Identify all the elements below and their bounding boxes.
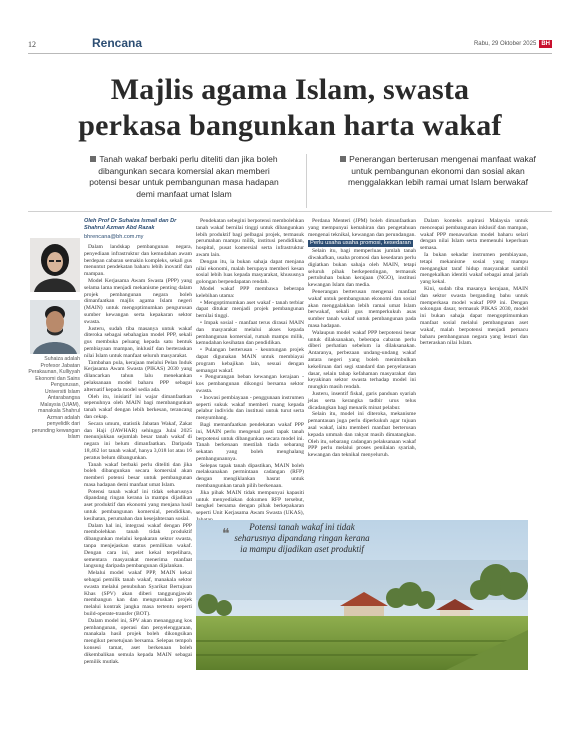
- paragraph: Jika pihak MAIN tidak mempunyai kapasiti untuk menyediakan dokumen RFP tersebut, bengkel bersama dengan pihak berkepakaran seperti Unit Kerjasama Awam Swasta (UKAS),: [196, 489, 304, 517]
- author-portrait-1: [30, 238, 80, 292]
- paragraph: Model Kerjasama Awam Swasta (PPP) yang selama lama menjadi mekanisme penting dalam projek pembangunan negara boleh dimanfaatkan majlis agama Islam negeri (MAIN) untuk mengoptimumkan pengurusan sumber kewangan serta kepakaran sektor swasta.: [84, 277, 192, 325]
- page-header: [28, 36, 552, 54]
- paragraph: Melalui model wakaf PPP, MAIN kekal sebagai pemilik tanah wakaf, manakala sektor swasta melalui penubuhan Syarikat Bertujuan Khas (SPV) akan diberi tanggungjawab membangun kan dan menguruskan projek melalui kontrak jangka masa tertentu seperti build-operate-transfer (BOT).: [84, 570, 192, 618]
- paragraph: Kini, sudah tiba masanya kerajaan, MAIN dan sektor swasta berganding bahu untuk memperkasa model wakaf PPP ini. Dengan sokongan dasar, termasuk PIKAS 2030, model ini bukan sahaja dapat mengoptimumkan manfaat sosial melalui pembangunan aset wakaf, malah berpotensi menjadi pemacu baharu pembangunan negara yang lestari dan berteraskan nilai Islam.: [420, 285, 528, 347]
- paragraph: Tambahan pula, kerajaan melalui Pelan Induk Kerjasama Awam Swasta (PIKAS) 2030 yang dilancarkan tahun lalu menekankan pelaksanaan model baharu PPP sebagai alternatif kepada model sedia ada.: [84, 359, 192, 393]
- list-item: • Inovasi pembiayaan - penggunaan instrumen seperti sukuk wakaf memberi ruang kepada pelabur individu dan institusi untuk turut serta menyumbang.: [196, 394, 304, 422]
- paragraph: Pendekatan sebegini berpotensi membolehkan tanah wakaf bernilai tinggi untuk dibangunkan lebih produktif bagi pelbagai projek, termasuk perumahan mampu milik, institusi pendidikan, hospital, pusat komersial serta infrastruktur awam lain.: [196, 218, 304, 258]
- paragraph: Dalam hal ini, integrasi wakaf dengan PPP membolehkan tanah tidak produktif dibangunkan melalui kepakaran sektor swasta, tanpa menjejaskan status pemilikan wakaf. Dengan cara ini, aset kekal terpelihara, sementara masyarakat menerima manfaat langsung daripada pembangunan dijalankan.: [84, 522, 192, 570]
- portrait-woman-hijab-icon: [30, 238, 80, 292]
- highlight-2-text: Penerangan berterusan mengenai manfaat wakaf untuk pembangunan ekonomi dan sosial akan menggalakkan lebih ramai umat Islam berwakaf: [347, 154, 536, 187]
- pull-quote: Potensi tanah wakaf ini tidak seharusnya dipandang ringan kerana ia mampu dijadikan aset produktif: [234, 522, 370, 554]
- headline: [28, 72, 552, 144]
- list-item: • Impak sosial - manfaat terus dirasai MAIN dan masyarakat melalui akses kepada pembangunan komersial, rumah mampu milik, kemudahan kesihatan dan pendidikan.: [196, 319, 304, 347]
- paragraph: Potensi tanah wakaf ini tidak seharusnya dipandang ringan kerana ia mampu dijadikan aset produktif dan ekonomi yang menjana hasil untuk pembangunan komersial, pendidikan, kesihatan, perumahan dan kesejahteraan sosial.: [84, 488, 192, 522]
- headline-line-2: perkasa bangunkan harta wakaf: [78, 109, 502, 142]
- paragraph: Perdana Menteri (JPM) boleh dimanfaatkan yang mempunyai kemahiran dan pengetahuan mengenai teknikal, kewangan dan perundangan.: [308, 218, 416, 238]
- highlight-divider: [306, 154, 307, 208]
- headline-line-1: Majlis agama Islam, swasta: [110, 73, 470, 106]
- author-byline: Oleh Prof Dr Suhaiza Ismail dan Dr Shahrul Azman Abd Razak: [84, 218, 177, 231]
- paragraph: Justeru, sudah tiba masanya untuk wakaf diteroka sebagai sebahagian model PPP, sekali gus membuka peluang kepada satu bentuk pembiayaan mampan, inklusif dan berteraskan nilai Islam untuk manfaat seluruh masyarakat.: [84, 325, 192, 359]
- paragraph: Dalam model ini, SPV akan menanggung kos pembangunan, operasi dan penyelenggaraan, manakala hasil projek boleh dikongsikan mengikut persetujuan bersama. Selepas tempoh konsesi tamat, aset berkenaan boleh dikembalikan semula kepada MAIN sebagai pemilik mutlak.: [84, 617, 192, 665]
- paragraph: Penerangan berterusan mengenai manfaat wakaf untuk pembangunan ekonomi dan sosial akan menggalakkan lebih ramai umat Islam berwakaf, sekali gus memperkukuh asas sumber tanah wakaf untuk pembangunan pada masa hadapan.: [308, 288, 416, 329]
- list-item: • Pengurangan beban kewangan kerajaan - kos pembangunan dikongsi bersama sektor swasta.: [196, 374, 304, 394]
- highlight-1-text: Tanah wakaf berbaki perlu diteliti dan jika boleh dibangunkan secara komersial akan memberi potensi besar untuk pembangunan masa hadapan demi manfaat umat Islam: [89, 154, 279, 199]
- paragraph: Walaupun model wakaf PPP berpotensi besar untuk dilaksanakan, beberapa cabaran perlu diberi perhatian sebelum ia dilaksanakan. Antaranya, perbezaan undang-undang wakaf antara negeri yang boleh menimbulkan kekeliruan dari segi standard dan penyelarasan dasar, selain tahap kefahaman masyarakat dan keyakinan sektor swasta terhadap model ini mungkin masih rendah.: [308, 329, 416, 391]
- list-item: • Mengoptimumkan aset wakaf - tanah terbiar dapat ditukar menjadi projek pembangunan bernilai tinggi.: [196, 299, 304, 320]
- paragraph: Model wakaf PPP membawa beberapa kelebihan utama:: [196, 285, 304, 299]
- paragraph: Selepas tapak tanah dipastikan, MAIN boleh melaksanakan permintaan cadangan (RFP) dengan mengiklankan hasrat untuk membangunkan tanah pilih berkenaan.: [196, 462, 304, 490]
- paragraph: Justeru, insentif fiskal, garis panduan syariah jelas serta kerangka tadbir urus telus dicadangkan bagi menarik minat pelabur.: [308, 390, 416, 411]
- article-column-1: [84, 244, 192, 672]
- subheading: Perlu usaha usaha promosi, kesedaran: [310, 240, 411, 247]
- section-rubric: Rencana: [92, 36, 143, 50]
- header-date-block: [474, 40, 552, 48]
- author-email: bhrencana@bh.com.my: [84, 234, 144, 240]
- author-caption: Suhaiza adalah Profesor Jabatan Perakaunan, Kulliyyah Ekonomi dan Sains Pengurusan, Universiti Islam Antarabangsa Malaysia (UIAM), manakala Shahrul Azman adalah penyelidik dari perunding kewangan Islam: [28, 356, 80, 440]
- paragraph: Ia bukan sekadar instrumen pembiayaan, tetapi mekanisme sosial yang mampu mengangkat taraf hidup masyarakat sambil mengekalkan identiti wakaf sebagai amal jariah yang kekal.: [420, 251, 528, 286]
- pull-quote-mark-icon: ❝: [222, 527, 230, 542]
- list-item: • Pulangan berterusan - keuntungan projek dapat digunakan MAIN untuk membiayai program kebajikan lain, sesuai dengan semangat wakaf.: [196, 347, 304, 374]
- paragraph: Dalam konteks aspirasi Malaysia untuk menceapai pembangunan inklusif dan mampan, wakaf PPP menawarkan model baharu selari dengan nilai Islam serta memenuhi keperluan semasa.: [420, 218, 528, 252]
- paragraph: Tanah wakaf berbaki perlu diteliti dan jika boleh dibangunkan secara komersial akan memberi potensi besar untuk pembangunan masa hadapan demi manfaat umat Islam.: [84, 461, 192, 488]
- square-bullet-icon: [340, 156, 346, 162]
- paragraph: Selain itu, model ini diteroka, mekanisme pemantauan juga perlu diperkukuh agar tujuan asal wakaf, iaitu memberi manfaat berterusan kepada ummah dan rakyat masih dimatangkan. Oleh itu, sebarang cadangan pelaksanaan wakaf PPP perlu melalui proses penilaian syariah, kewangan dan teknikal menyeluruh.: [308, 411, 416, 459]
- issue-date: Rabu, 29 Oktober 2025: [473, 41, 537, 47]
- square-bullet-icon: [90, 156, 96, 162]
- paragraph: Secara umum, statistik Jabatan Wakaf, Zakat dan Haji (JAWHAR) sehingga Julai 2025 menunjukkan sejumlah besar tanah wakaf di negara ini belum dimanfaatkan. Daripada 18,462 lot tanah wakaf, hanya 3,018 lot atau 16 peratus belum dibangunkan.: [84, 420, 192, 461]
- highlight-1: [84, 154, 284, 200]
- highlight-2: [338, 154, 538, 189]
- author-portrait-2: [30, 300, 80, 354]
- article-column-2: [196, 218, 304, 518]
- article-column-4: [420, 218, 528, 572]
- portrait-man-icon: [30, 300, 80, 354]
- publication-logo: BH: [541, 41, 550, 47]
- section-divider: [28, 211, 552, 212]
- paragraph: Selain itu, bagi memperluas jumlah tanah diwakafkan, usaha promosi dan kesedaran perlu digiatkan bukan sahaja oleh MAIN, tetapi seluruh pihak berkepentingan, termasuk pertubuhan bukan kerajaan (NGO), institusi kewangan Islam dan media.: [308, 248, 416, 289]
- paragraph: Dengan itu, ia bukan sahaja dapat menjana nilai ekonomi, malah berupaya memberi kesan sosial lebih luas kepada masyarakat, khususnya golongan berpendapatan rendah.: [196, 258, 304, 286]
- paragraph: Bagi memanfaatkan pendekatan wakaf PPP ini, MAIN perlu mengenal pasti tapak tanah berpotensi untuk dibangunkan secara model ini. Tanah berkenaan mestilah tiada sebarang sekatan yang boleh menghalang pembangunannya.: [196, 421, 304, 462]
- paragraph: Dalam landskap pembangunan negara, penyediaan infrastruktur dan kemudahan awam berdepan cabaran semakin kompleks, sekali gus menuntut pendekatan baharu lebih inovatif dan mampan.: [84, 244, 192, 278]
- page-number: 12: [28, 40, 36, 49]
- paragraph: Oleh itu, inisiatif ini wajar dimanfaatkan sepenuhnya oleh MAIN bagi membangunkan tanah wakaf dengan lebih berkesan, terancang dan cekap.: [84, 393, 192, 420]
